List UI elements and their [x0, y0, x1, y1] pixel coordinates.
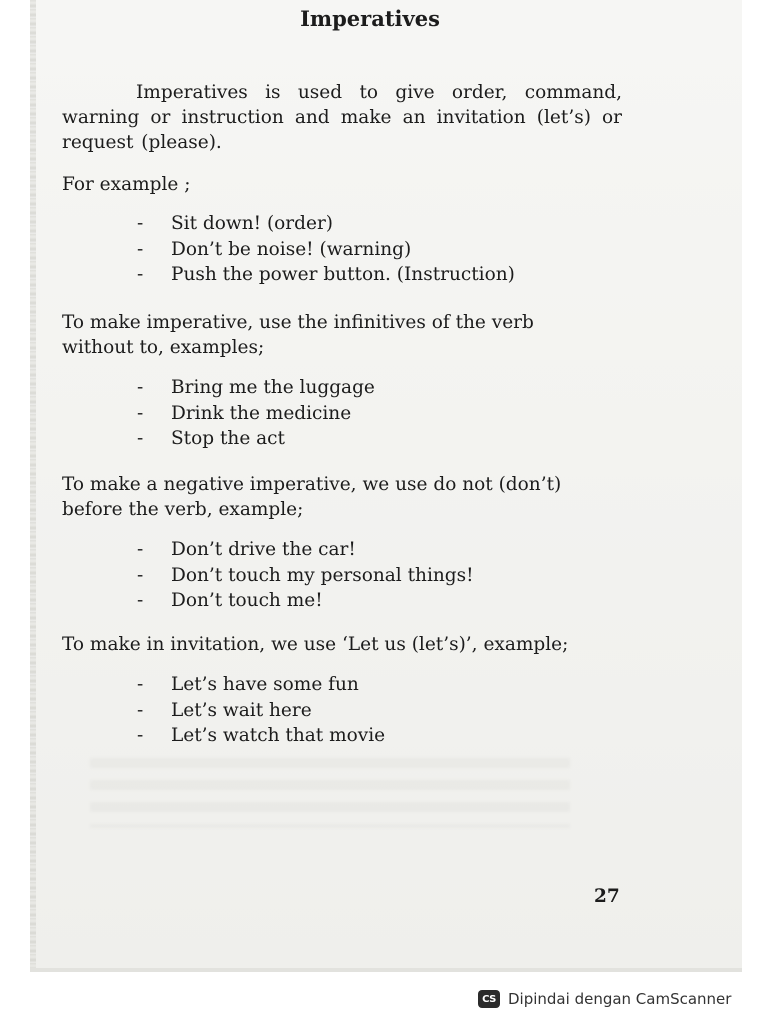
paper-bottom-edge	[30, 968, 742, 972]
bullet-dash: -	[137, 213, 144, 234]
document-title: Imperatives	[300, 6, 440, 31]
bullet-dash: -	[137, 264, 144, 285]
page-number: 27	[594, 886, 620, 907]
bullet-dash: -	[137, 725, 144, 746]
list-item: - Sit down! (order)	[133, 211, 515, 237]
list-item: - Let’s have some fun	[133, 672, 385, 698]
bullet-dash: -	[137, 590, 144, 611]
list-item: - Drink the medicine	[133, 401, 375, 427]
section-heading-infinitive: To make imperative, use the infinitives of the verb without to, examples;	[62, 312, 534, 358]
camscanner-watermark	[478, 984, 760, 1014]
list-item: - Let’s watch that movie	[133, 723, 385, 749]
section-heading-examples: For example ;	[62, 174, 191, 195]
bullet-dash: -	[137, 539, 144, 560]
intro-paragraph: Imperatives is used to give order, command, warning or instruction and make an invitation (let’s) or request (please).	[62, 82, 622, 153]
list-item: - Don’t touch me!	[133, 588, 474, 614]
list-item: - Don’t drive the car!	[133, 537, 474, 563]
list-item: - Push the power button. (Instruction)	[133, 262, 515, 288]
section-heading-invitation: To make in invitation, we use ‘Let us (let’s)’, example;	[62, 634, 569, 655]
watermark-text: Dipindai dengan CamScanner	[508, 990, 732, 1008]
invitation-list	[133, 672, 385, 749]
negative-list	[133, 537, 474, 614]
list-item: - Let’s wait here	[133, 698, 385, 724]
paper-left-edge	[30, 0, 36, 972]
list-item: - Don’t be noise! (warning)	[133, 237, 515, 263]
bullet-dash: -	[137, 699, 144, 721]
bullet-dash: -	[137, 564, 144, 586]
example-list	[133, 211, 515, 288]
list-item: - Stop the act	[133, 426, 375, 452]
bullet-dash: -	[137, 377, 144, 398]
bullet-dash: -	[137, 674, 144, 695]
infinitive-list	[133, 375, 375, 452]
list-item: - Don’t touch my personal things!	[133, 563, 474, 589]
bullet-dash: -	[137, 402, 144, 424]
list-item: - Bring me the luggage	[133, 375, 375, 401]
bleed-through-shadow	[90, 758, 570, 828]
camscanner-logo-icon: CS	[478, 990, 500, 1008]
bullet-dash: -	[137, 428, 144, 449]
bullet-dash: -	[137, 238, 144, 260]
section-heading-negative: To make a negative imperative, we use do not (don’t) before the verb, example;	[62, 474, 562, 520]
